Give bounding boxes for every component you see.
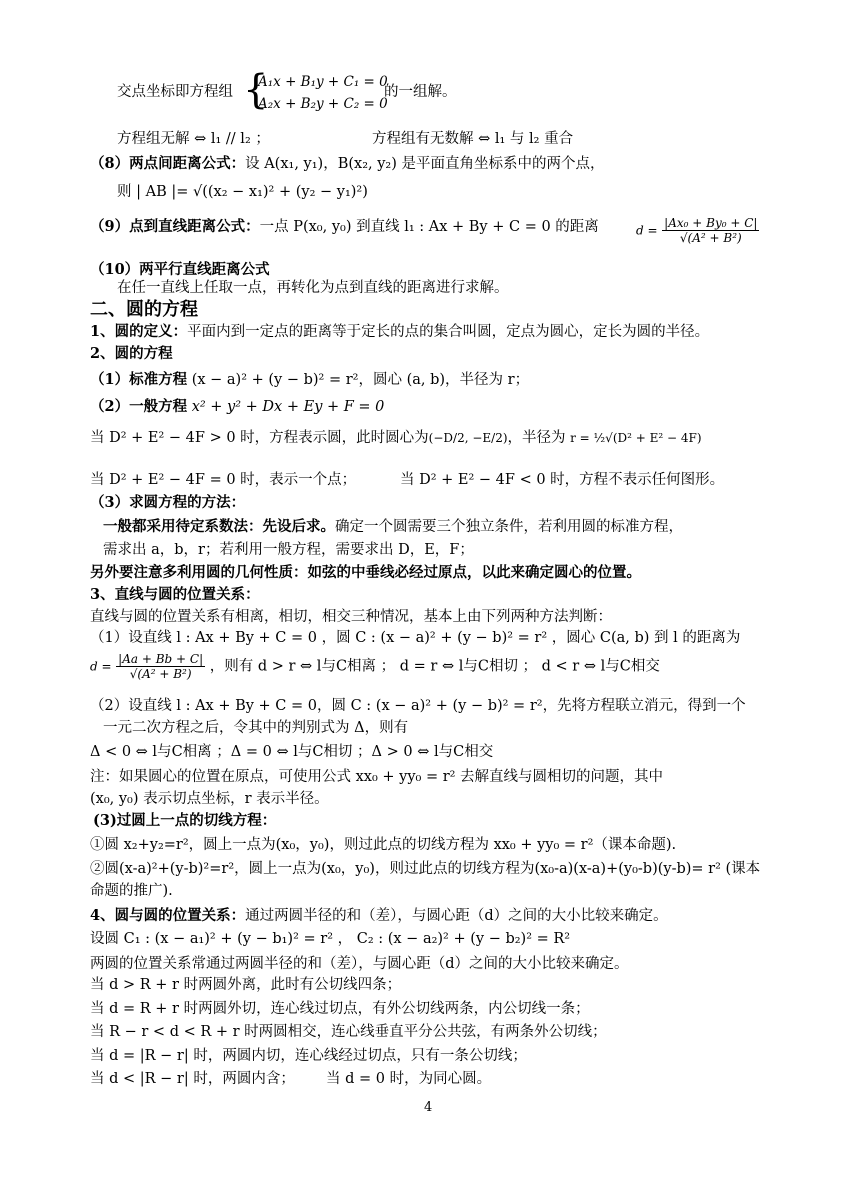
text-span: 当 D² + E² − 4F > 0 时，方程表示圆，此时圆心为 bbox=[90, 430, 429, 446]
text-span: ，则有 d > r ⇔ l与C相离 ； d = r ⇔ l与C相切 ； d < r ⇔ l与C相交 bbox=[209, 658, 660, 675]
section-heading: 二、圆的方程 bbox=[90, 299, 198, 320]
text-line: 两圆的位置关系常通过两圆半径的和（差），与圆心距（d）之间的大小比较来确定。 bbox=[90, 956, 629, 972]
item-text: 平面内到一定点的距离等于定长的点的集合叫圆，定点为圆心，定长为圆的半径。 bbox=[187, 324, 710, 340]
text-line: 的一组解。 bbox=[384, 84, 457, 100]
text-line: 直线与圆的位置关系有相离，相切，相交三种情况，基本上由下列两种方法判断： bbox=[90, 609, 612, 625]
formula-line: 则 | AB |= √((x₂ − x₁)² + (y₂ − y₁)²) bbox=[117, 184, 368, 200]
item-title: （3）求圆方程的方法： bbox=[90, 494, 246, 511]
item-title: （10）两平行直线距离公式 bbox=[90, 261, 270, 278]
text-line: 在任一直线上任取一点，再转化为点到直线的距离进行求解。 bbox=[117, 280, 509, 296]
text-line: 当 D² + E² − 4F = 0 时，表示一个点； bbox=[90, 472, 357, 488]
formula-text: d = bbox=[90, 659, 112, 674]
item-title: （8）两点间距离公式： bbox=[90, 155, 246, 172]
radius-formula: r = ½√(D² + E² − 4F) bbox=[570, 431, 702, 445]
text-line: 当 d > R + r 时两圆外离，此时有公切线四条； bbox=[90, 977, 402, 993]
text-span: ，半径为 bbox=[507, 430, 566, 446]
text-line: ②圆(x-a)²+(y-b)²=r²，圆上一点为(x₀，y₀)，则过此点的切线方程为(x₀-a)(x-a)+(y₀-b)(y-b)= r² (课本 bbox=[90, 861, 761, 877]
text-line: 当 D² + E² − 4F < 0 时，方程不表示任何图形。 bbox=[400, 472, 725, 488]
item-title: （1）标准方程 bbox=[90, 371, 188, 388]
formula-text: d = bbox=[636, 223, 658, 238]
page-number: 4 bbox=[424, 1100, 433, 1115]
item-title: 4、圆与圆的位置关系： bbox=[90, 907, 246, 924]
text-line: 命题的推广). bbox=[90, 883, 173, 899]
item-text: (x − a)² + (y − b)² = r²，圆心 (a, b)，半径为 r； bbox=[191, 372, 530, 388]
text-line: （2）设直线 l : Ax + By + C = 0，圆 C : (x − a)² + (y − b)² = r²，先将方程联立消元，得到一个 bbox=[90, 698, 746, 714]
center-formula: (−D/2, −E/2) bbox=[428, 431, 508, 445]
item-text: 确定一个圆需要三个独立条件，若利用圆的标准方程， bbox=[335, 519, 683, 535]
equation-line: A₁x + B₁y + C₁ = 0 bbox=[258, 74, 388, 90]
equation-line: A₂x + B₂y + C₂ = 0 bbox=[258, 96, 388, 112]
item-text: x² + y² + Dx + Ey + F = 0 bbox=[191, 399, 385, 415]
text-line: Δ < 0 ⇔ l与C相离 ；Δ = 0 ⇔ l与C相切 ；Δ > 0 ⇔ l与C相交 bbox=[90, 744, 494, 760]
fraction-denominator: √(A² + B²) bbox=[129, 667, 192, 681]
text-line: 交点坐标即方程组 bbox=[117, 84, 233, 100]
item-title: (3)过圆上一点的切线方程： bbox=[93, 812, 277, 829]
text-line: 方程组有无数解 ⇔ l₁ 与 l₂ 重合 bbox=[372, 131, 574, 147]
item-title: 3、直线与圆的位置关系： bbox=[90, 586, 260, 603]
text-line: 方程组无解 ⇔ l₁ // l₂ ； bbox=[117, 131, 270, 147]
item-title: 一般都采用待定系数法：先设后求。 bbox=[103, 518, 335, 535]
text-line: 一元二次方程之后，令其中的判别式为 Δ，则有 bbox=[103, 720, 409, 736]
item-text: 通过两圆半径的和（差），与圆心距（d）之间的大小比较来确定。 bbox=[245, 908, 668, 924]
fraction-numerator: |Aa + Bb + C| bbox=[118, 652, 204, 666]
fraction-numerator: |Ax₀ + By₀ + C| bbox=[664, 216, 758, 230]
text-line: 当 d < |R − r| 时，两圆内含； bbox=[90, 1071, 295, 1087]
item-title: （9）点到直线距离公式： bbox=[90, 218, 260, 235]
item-title: （2）一般方程 bbox=[90, 398, 188, 415]
brace-symbol: { bbox=[243, 67, 269, 113]
item-title: 2、圆的方程 bbox=[90, 345, 173, 362]
distance-fraction bbox=[662, 216, 759, 245]
text-line: 需求出 a，b，r；若利用一般方程，需要求出 D，E，F； bbox=[103, 542, 474, 558]
item-text: 设 A(x₁, y₁)，B(x₂, y₂) 是平面直角坐标系中的两个点， bbox=[245, 156, 605, 172]
item-text: 一点 P(x₀, y₀) 到直线 l₁ : Ax + By + C = 0 的距离 bbox=[259, 219, 599, 235]
text-line: 另外要注意多利用圆的几何性质：如弦的中垂线必经过原点，以此来确定圆心的位置。 bbox=[90, 564, 641, 581]
text-line: 注：如果圆心的位置在原点，可使用公式 xx₀ + yy₀ = r² 去解直线与圆相切的问题，其中 bbox=[90, 769, 664, 785]
text-line: ①圆 x₂+y₂=r²，圆上一点为(x₀，y₀)，则过此点的切线方程为 xx₀ + yy₀ = r²（课本命题). bbox=[90, 837, 677, 853]
text-line: 当 R − r < d < R + r 时两圆相交，连心线垂直平分公共弦，有两条外公切线； bbox=[90, 1024, 607, 1040]
item-title: 1、圆的定义： bbox=[90, 323, 188, 340]
text-line: (x₀, y₀) 表示切点坐标，r 表示半径。 bbox=[90, 791, 329, 807]
text-line: 设圆 C₁ : (x − a₁)² + (y − b₁)² = r² ， C₂ : (x − a₂)² + (y − b₂)² = R² bbox=[90, 931, 571, 947]
text-line: （1）设直线 l : Ax + By + C = 0 ，圆 C : (x − a)² + (y − b)² = r² ，圆心 C(a, b) 到 l 的距离为 bbox=[90, 630, 741, 646]
text-line: 当 d = R + r 时两圆外切，连心线过切点，有外公切线两条，内公切线一条； bbox=[90, 1001, 590, 1017]
distance-fraction bbox=[116, 652, 205, 681]
fraction-denominator: √(A² + B²) bbox=[679, 231, 742, 245]
text-line: 当 d = 0 时，为同心圆。 bbox=[326, 1071, 492, 1087]
text-line: 当 d = |R − r| 时，两圆内切，连心线经过切点，只有一条公切线； bbox=[90, 1048, 527, 1064]
